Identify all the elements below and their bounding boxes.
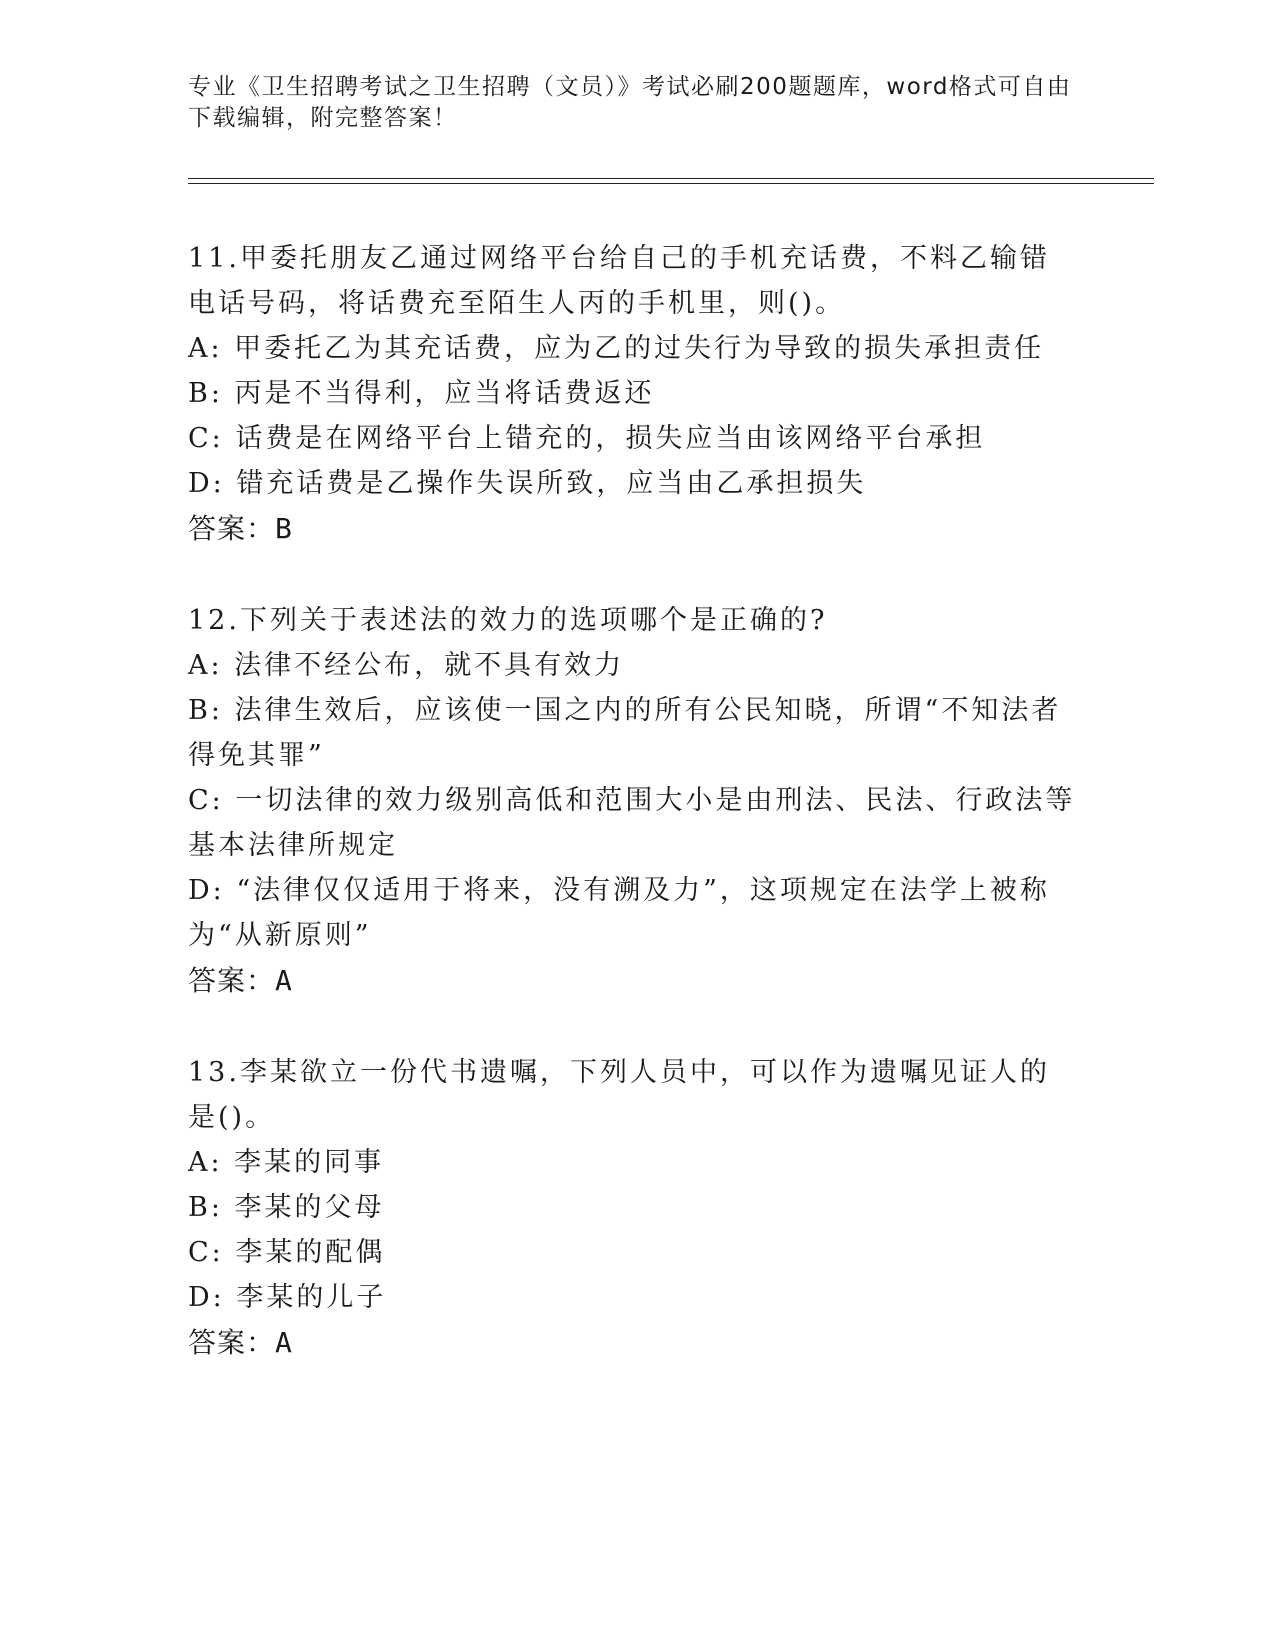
answer-value: A	[275, 1326, 293, 1359]
answer-label: 答案：	[188, 512, 276, 545]
option-d: D: 李某的儿子	[188, 1282, 387, 1313]
question-stem: 12.下列关于表述法的效力的选项哪个是正确的?	[188, 605, 828, 636]
answer-line	[188, 1320, 1078, 1366]
answer-value: A	[275, 964, 293, 997]
header-divider-bottom	[188, 183, 1154, 184]
answer-label: 答案：	[188, 1326, 276, 1359]
option-b: B: 法律生效后，应该使一国之内的所有公民知晓，所谓“不知法者得免其罪”	[188, 695, 1062, 771]
option-b: B: 李某的父母	[188, 1192, 385, 1223]
answer-label: 答案：	[188, 964, 276, 997]
option-a: A: 甲委托乙为其充话费，应为乙的过失行为导致的损失承担责任	[188, 333, 1045, 364]
option-a: A: 法律不经公布，就不具有效力	[188, 650, 625, 681]
question-11	[188, 236, 1078, 552]
option-d: D: 错充话费是乙操作失误所致，应当由乙承担损失	[188, 468, 867, 499]
header-divider-top	[188, 178, 1154, 179]
question-list	[188, 236, 1078, 1412]
option-b: B: 丙是不当得利，应当将话费返还	[188, 378, 655, 409]
answer-value: B	[275, 512, 293, 545]
question-12	[188, 598, 1078, 1004]
question-13	[188, 1050, 1078, 1366]
question-stem: 11.甲委托朋友乙通过网络平台给自己的手机充话费，不料乙输错电话号码，将话费充至陌生人丙的手机里，则()。	[188, 243, 1050, 319]
option-c: C: 一切法律的效力级别高低和范围大小是由刑法、民法、行政法等基本法律所规定	[188, 785, 1076, 861]
option-d: D: “法律仅仅适用于将来，没有溯及力”，这项规定在法学上被称为“从新原则”	[188, 875, 1050, 951]
document-intro: 专业《卫生招聘考试之卫生招聘（文员）》考试必刷200题题库，word格式可自由下载编辑，附完整答案！	[188, 74, 1072, 131]
option-c: C: 李某的配偶	[188, 1237, 386, 1268]
question-stem: 13.李某欲立一份代书遗嘱，下列人员中，可以作为遗嘱见证人的是()。	[188, 1057, 1050, 1133]
option-c: C: 话费是在网络平台上错充的，损失应当由该网络平台承担	[188, 423, 986, 454]
option-a: A: 李某的同事	[188, 1147, 385, 1178]
answer-line	[188, 958, 1078, 1004]
answer-line	[188, 506, 1078, 552]
